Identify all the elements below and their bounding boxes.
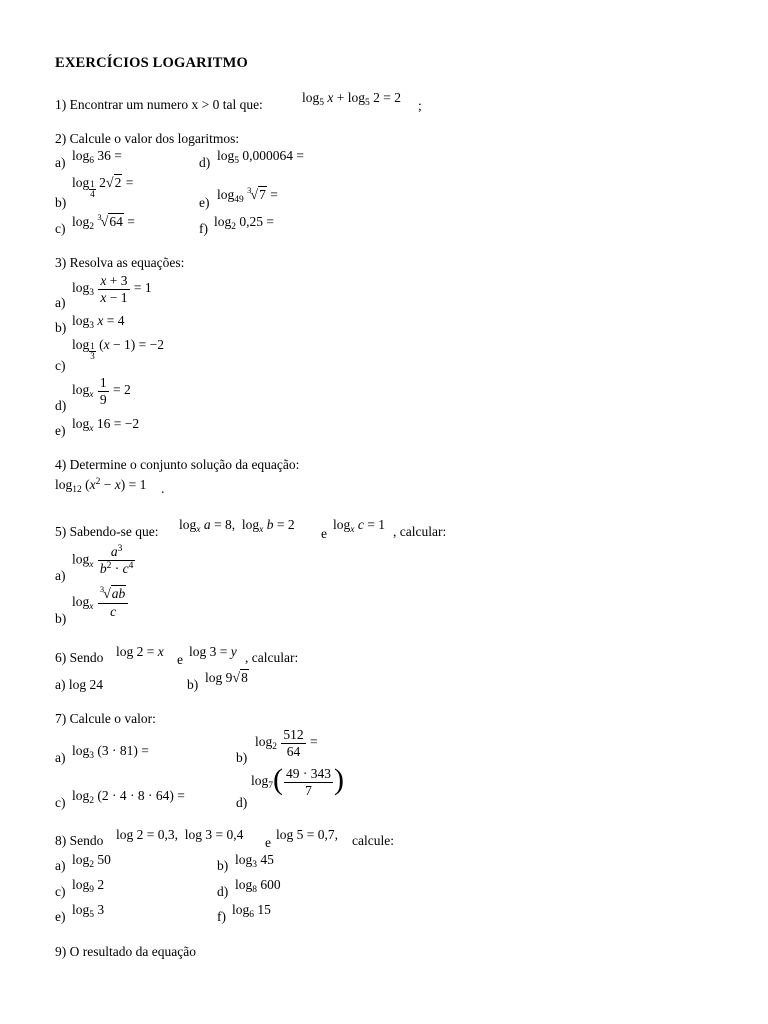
question-1-equation: $\log_5 x + \log_5 2 = 2$ bbox=[302, 90, 402, 108]
q8-label-e: e) bbox=[55, 909, 66, 924]
q2-label-f: f) bbox=[199, 221, 208, 236]
q8-label-c: c) bbox=[55, 884, 66, 899]
q8-item-b: $\log_3 45$ bbox=[235, 852, 274, 870]
question-5-text: 5) Sabendo-se que: bbox=[55, 524, 159, 539]
question-4-end: . bbox=[161, 481, 165, 496]
q5-item-b: $\log_x$ $\frac{^3√ab}{c}$ bbox=[72, 586, 129, 620]
q5-item-a: $\log_x$ $\frac{a^3}{b^2 \cdot c^4}$ bbox=[72, 544, 134, 576]
q3-item-e: $\log_x 16 = -2$ bbox=[72, 416, 140, 434]
question-6-given-2: log 3 = y bbox=[189, 644, 237, 659]
q3-item-d: $\log_x$ $\frac{1}{9}$ = 2 bbox=[72, 375, 131, 407]
q2-label-b: b) bbox=[55, 195, 67, 210]
q3-label-c: c) bbox=[55, 358, 66, 373]
q5-label-b: b) bbox=[55, 611, 67, 626]
q2-label-e: e) bbox=[199, 195, 210, 210]
question-8-text: 8) Sendo bbox=[55, 833, 104, 848]
question-8-tail: calcule: bbox=[352, 833, 394, 848]
question-5-given-2: $\log_x c = 1$ bbox=[333, 517, 385, 535]
q3-item-a: $\log_3$ $\frac{x + 3}{x - 1}$ = 1 bbox=[72, 273, 152, 305]
question-5-tail: , calcular: bbox=[393, 524, 447, 539]
question-8-given-1: log 2 = 0,3, log 3 = 0,4 bbox=[116, 827, 244, 842]
question-1-end: ; bbox=[418, 98, 422, 113]
q7-label-c: c) bbox=[55, 795, 66, 810]
q8-label-d: d) bbox=[217, 884, 229, 899]
question-8-conj: e bbox=[265, 835, 271, 850]
q7-item-a: $\log_3 (3 \cdot 81)$ = bbox=[72, 743, 149, 761]
q8-item-d: $\log_8 600$ bbox=[235, 877, 281, 895]
q3-label-a: a) bbox=[55, 295, 66, 310]
q5-label-a: a) bbox=[55, 568, 66, 583]
q2-item-e: $\log_{49} ^3√7$ = bbox=[217, 185, 278, 205]
q2-item-c: $\log_2 ^3√64$ = bbox=[72, 212, 135, 232]
q6-item-b: log 9√8 bbox=[205, 670, 248, 686]
q8-item-f: $\log_6 15$ bbox=[232, 902, 271, 920]
q7-item-d: $\log_7$( $\frac{49 \cdot 343}{7}$ ) bbox=[251, 763, 345, 798]
q7-item-b: $\log_2$ $\frac{512}{64}$ = bbox=[255, 727, 318, 759]
q3-label-b: b) bbox=[55, 320, 67, 335]
q6-label-b: b) bbox=[187, 677, 199, 692]
question-3-text: 3) Resolva as equações: bbox=[55, 255, 185, 270]
q2-item-b: log $\frac{1}{4}$ 2√2 = bbox=[72, 175, 134, 200]
q8-item-a: $\log_2 50$ bbox=[72, 852, 111, 870]
q8-label-f: f) bbox=[217, 909, 226, 924]
q2-label-a: a) bbox=[55, 155, 66, 170]
question-1-text: 1) Encontrar um numero x > 0 tal que: bbox=[55, 97, 263, 112]
q8-item-c: $\log_9 2$ bbox=[72, 877, 105, 895]
question-6-conj: e bbox=[177, 652, 183, 667]
question-6-text: 6) Sendo bbox=[55, 650, 104, 665]
question-5-given-1: $\log_x a = 8$, $\log_x b = 2$ bbox=[179, 517, 295, 535]
question-6-given-1: log 2 = x bbox=[116, 644, 164, 659]
page-title: EXERCÍCIOS LOGARITMO bbox=[55, 55, 248, 71]
q2-label-d: d) bbox=[199, 155, 211, 170]
q3-label-d: d) bbox=[55, 398, 67, 413]
q7-label-b: b) bbox=[236, 750, 248, 765]
q2-item-a: $\log_6 36$ = bbox=[72, 148, 122, 166]
q2-item-f: $\log_2 0,25$ = bbox=[214, 214, 275, 232]
q3-item-b: $\log_3 x = 4$ bbox=[72, 313, 125, 331]
question-6-tail: , calcular: bbox=[245, 650, 299, 665]
q7-label-d: d) bbox=[236, 795, 248, 810]
question-7-text: 7) Calcule o valor: bbox=[55, 711, 156, 726]
q3-item-c: log $\frac{1}{3}$ (x − 1) = −2 bbox=[72, 337, 164, 362]
q7-label-a: a) bbox=[55, 750, 66, 765]
question-5-conj: e bbox=[321, 526, 327, 541]
q8-label-a: a) bbox=[55, 858, 66, 873]
q8-label-b: b) bbox=[217, 858, 229, 873]
question-4-equation: $\log_{12} (x^2 - x) = 1$ bbox=[55, 477, 147, 495]
question-2-text: 2) Calcule o valor dos logaritmos: bbox=[55, 131, 240, 146]
q3-label-e: e) bbox=[55, 423, 66, 438]
q7-item-c: $\log_2 (2 \cdot 4 \cdot 8 \cdot 64)$ = bbox=[72, 788, 185, 806]
question-4-text: 4) Determine o conjunto solução da equação: bbox=[55, 457, 300, 472]
q2-label-c: c) bbox=[55, 221, 66, 236]
q6-item-a: a) log 24 bbox=[55, 677, 103, 692]
q8-item-e: $\log_5 3$ bbox=[72, 902, 105, 920]
question-9-text: 9) O resultado da equação bbox=[55, 944, 196, 959]
q2-item-d: $\log_5 0,000064$ = bbox=[217, 148, 305, 166]
question-8-given-2: log 5 = 0,7, bbox=[276, 827, 338, 842]
